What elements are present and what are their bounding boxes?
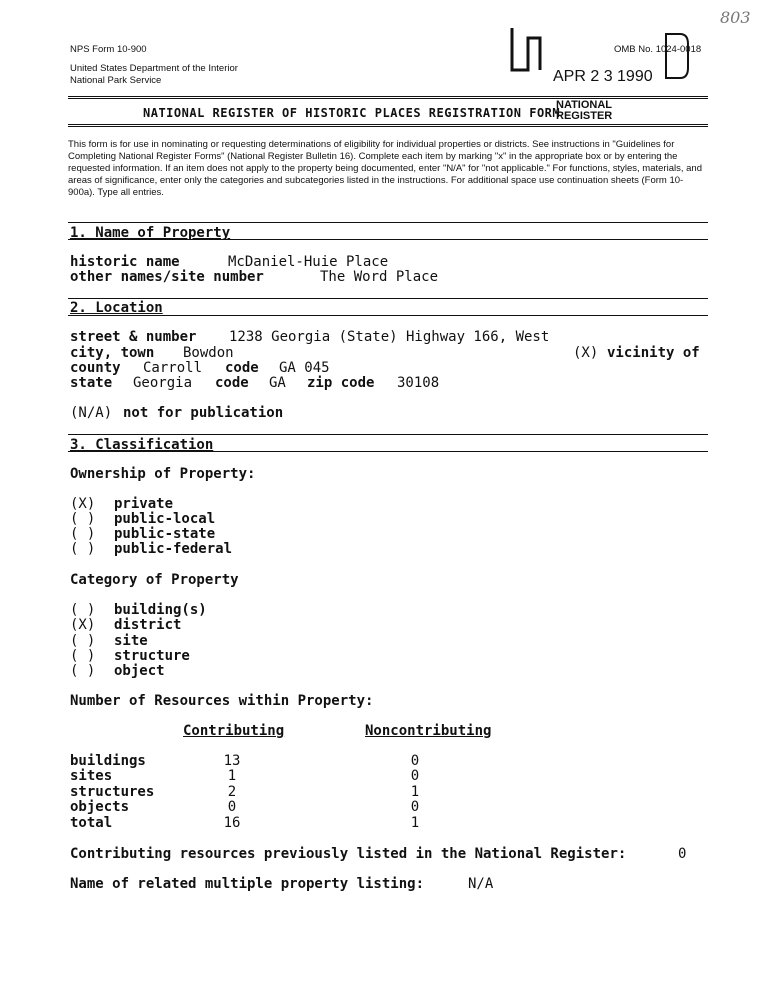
category-mark: ( ) (70, 633, 96, 649)
ownership-mark: ( ) (70, 541, 96, 557)
resource-contributing: 0 (227, 799, 237, 815)
historic-name-label: historic name (70, 254, 180, 270)
other-names-value: The Word Place (320, 269, 439, 285)
resource-noncontributing: 0 (410, 753, 420, 769)
resource-noncontributing: 0 (410, 799, 420, 815)
resource-row-label: sites (70, 768, 113, 784)
register-stamp (556, 100, 612, 122)
other-names-label: other names/site number (70, 269, 264, 285)
zip-value: 30108 (397, 375, 440, 391)
resource-row-label: structures (70, 784, 155, 800)
state-label: state (70, 375, 113, 391)
ownership-mark: ( ) (70, 526, 96, 542)
state-value: Georgia (133, 375, 193, 391)
section2-rule-top (68, 298, 708, 299)
category-option: structure (114, 648, 190, 664)
form-instructions: This form is for use in nominating or requesting determinations of eligibility for individual properties or districts. See instructions in "Guidelines for Completing National Register Forms" (National Register Bulletin 16). Complete each item by marking "x" in the appropriate box or by entering the requested information. If an item does not apply to the property being documented, enter "N/A" for "not applicable." For functions, styles, materials, and areas of significance, enter only the categories and subcategories listed in the instructions. For additional space use continuation sheets (Form 10-900a). Type all entries. (68, 139, 702, 198)
stamp-mark-left (508, 24, 548, 76)
resource-contributing: 16 (223, 815, 241, 831)
section1-rule-bottom (68, 239, 708, 240)
noncontributing-header: Noncontributing (365, 723, 492, 739)
ownership-mark: (X) (70, 496, 96, 512)
section3-rule-top (68, 434, 708, 435)
register-stamp-word2: REGISTER (556, 110, 613, 122)
form-number: NPS Form 10-900 (70, 44, 147, 55)
not-for-publication-label: not for publication (123, 405, 284, 421)
city-label: city, town (70, 345, 155, 361)
title-rule-top (68, 96, 708, 99)
resource-noncontributing: 1 (410, 784, 420, 800)
category-mark: (X) (70, 617, 96, 633)
section1-heading: 1. Name of Property (70, 225, 231, 241)
city-value: Bowdon (183, 345, 234, 361)
category-mark: ( ) (70, 663, 96, 679)
multiple-property-listing-value: N/A (468, 876, 494, 892)
service-name: National Park Service (70, 75, 162, 86)
county-code-value: GA 045 (279, 360, 330, 376)
county-value: Carroll (143, 360, 203, 376)
ownership-option: public-local (114, 511, 216, 527)
form-title: NATIONAL REGISTER OF HISTORIC PLACES REGISTRATION FORM (143, 106, 561, 120)
title-rule-bottom (68, 124, 708, 127)
section1-rule-top (68, 222, 708, 223)
historic-name-value: McDaniel-Huie Place (228, 254, 389, 270)
ownership-option: public-federal (114, 541, 233, 557)
received-stamp-date: APR 2 3 1990 (553, 68, 653, 85)
not-for-publication-mark: (N/A) (70, 405, 113, 421)
ownership-mark: ( ) (70, 511, 96, 527)
section3-heading: 3. Classification (70, 437, 214, 453)
vicinity-mark: (X) (573, 345, 599, 361)
category-mark: ( ) (70, 602, 96, 618)
street-label: street & number (70, 329, 197, 345)
section2-heading: 2. Location (70, 300, 163, 316)
category-label: Category of Property (70, 572, 239, 588)
resource-noncontributing: 1 (410, 815, 420, 831)
zip-label: zip code (307, 375, 375, 391)
state-code-value: GA (269, 375, 286, 391)
register-stamp-word1: NATIONAL (556, 99, 613, 111)
county-code-label: code (225, 360, 259, 376)
previously-listed-value: 0 (678, 846, 687, 862)
handwritten-number: 803 (720, 8, 751, 27)
multiple-property-listing-label: Name of related multiple property listing: (70, 876, 425, 892)
section2-rule-bottom (68, 315, 708, 316)
resources-label: Number of Resources within Property: (70, 693, 374, 709)
resource-contributing: 1 (227, 768, 237, 784)
section3-rule-bottom (68, 451, 708, 452)
resource-row-label: objects (70, 799, 130, 815)
street-value: 1238 Georgia (State) Highway 166, West (229, 329, 550, 345)
category-option: site (114, 633, 148, 649)
department-name: United States Department of the Interior (70, 63, 238, 74)
ownership-option: private (114, 496, 174, 512)
resource-noncontributing: 0 (410, 768, 420, 784)
county-label: county (70, 360, 121, 376)
ownership-label: Ownership of Property: (70, 466, 256, 482)
omb-number: OMB No. 1024-0018 (614, 44, 702, 55)
category-mark: ( ) (70, 648, 96, 664)
state-code-label: code (215, 375, 249, 391)
ownership-option: public-state (114, 526, 216, 542)
category-option: district (114, 617, 182, 633)
stamp-mark-right (662, 30, 692, 82)
previously-listed-label: Contributing resources previously listed in the National Register: (70, 846, 627, 862)
vicinity-label: vicinity of (607, 345, 700, 361)
resource-row-label: total (70, 815, 113, 831)
resource-contributing: 2 (227, 784, 237, 800)
contributing-header: Contributing (183, 723, 285, 739)
resource-contributing: 13 (223, 753, 241, 769)
category-option: building(s) (114, 602, 207, 618)
resource-row-label: buildings (70, 753, 146, 769)
category-option: object (114, 663, 165, 679)
